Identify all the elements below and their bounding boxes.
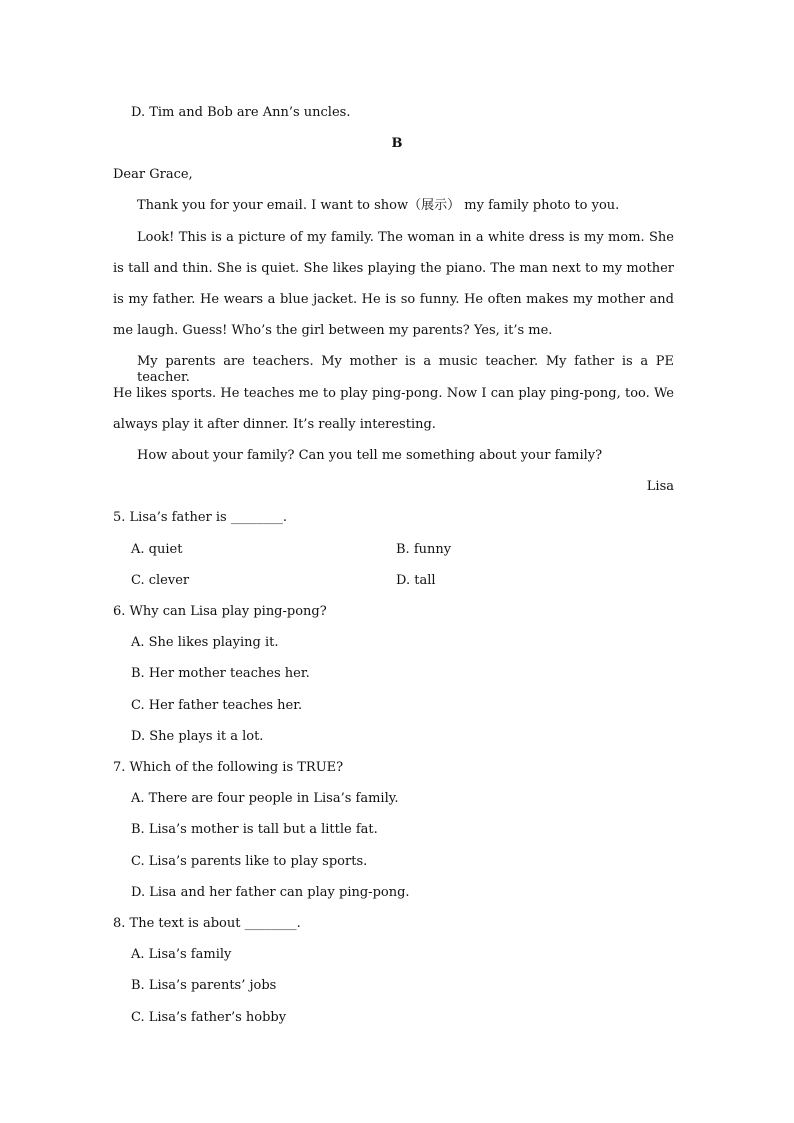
option-b: B. funny bbox=[396, 542, 452, 557]
section-title: B bbox=[391, 136, 403, 151]
paragraph-3-line-3: always play it after dinner. It’s really interesting. bbox=[113, 417, 436, 432]
paragraph-2-line-1: Look! This is a picture of my family. The woman in a white dress is my mom. She bbox=[137, 230, 674, 245]
question-stem: 5. Lisa’s father is ________. bbox=[113, 510, 287, 525]
question-stem: 6. Why can Lisa play ping-pong? bbox=[113, 604, 327, 619]
option-d: D. She plays it a lot. bbox=[131, 729, 264, 744]
option-a: A. There are four people in Lisa’s family. bbox=[131, 791, 399, 806]
letter-signature: Lisa bbox=[646, 479, 674, 494]
paragraph-3-line-2: He likes sports. He teaches me to play ping-pong. Now I can play ping-pong, too. We bbox=[113, 386, 674, 401]
question-stem: 7. Which of the following is TRUE? bbox=[113, 760, 344, 775]
question-stem: 8. The text is about ________. bbox=[113, 916, 301, 931]
option-b: B. Lisa’s mother is tall but a little fat. bbox=[131, 822, 378, 837]
option-c: C. Lisa’s parents like to play sports. bbox=[131, 854, 368, 869]
paragraph-3-line-1: My parents are teachers. My mother is a music teacher. My father is a PE teacher. bbox=[137, 354, 674, 385]
option-d: D. tall bbox=[396, 573, 436, 588]
option-d: D. Lisa and her father can play ping-pong. bbox=[131, 885, 410, 900]
paragraph-4: How about your family? Can you tell me something about your family? bbox=[137, 448, 603, 463]
option-b: B. Lisa’s parents’ jobs bbox=[131, 978, 277, 993]
paragraph-1: Thank you for your email. I want to show（展示） my family photo to you. bbox=[137, 198, 620, 213]
paragraph-2-line-2: is tall and thin. She is quiet. She likes playing the piano. The man next to my mother bbox=[113, 261, 674, 276]
option-c: C. Her father teaches her. bbox=[131, 698, 303, 713]
option-b: B. Her mother teaches her. bbox=[131, 666, 310, 681]
option-a: A. She likes playing it. bbox=[131, 635, 279, 650]
option-c: C. clever bbox=[131, 573, 190, 588]
option-a: A. Lisa’s family bbox=[131, 947, 232, 962]
letter-greeting: Dear Grace, bbox=[113, 167, 193, 182]
paragraph-2-line-3: is my father. He wears a blue jacket. He is so funny. He often makes my mother and bbox=[113, 292, 674, 307]
option-c: C. Lisa’s father’s hobby bbox=[131, 1010, 287, 1025]
paragraph-2-line-4: me laugh. Guess! Who’s the girl between my parents? Yes, it’s me. bbox=[113, 323, 553, 338]
previous-question-option-d: D. Tim and Bob are Ann’s uncles. bbox=[131, 105, 351, 120]
option-a: A. quiet bbox=[131, 542, 183, 557]
